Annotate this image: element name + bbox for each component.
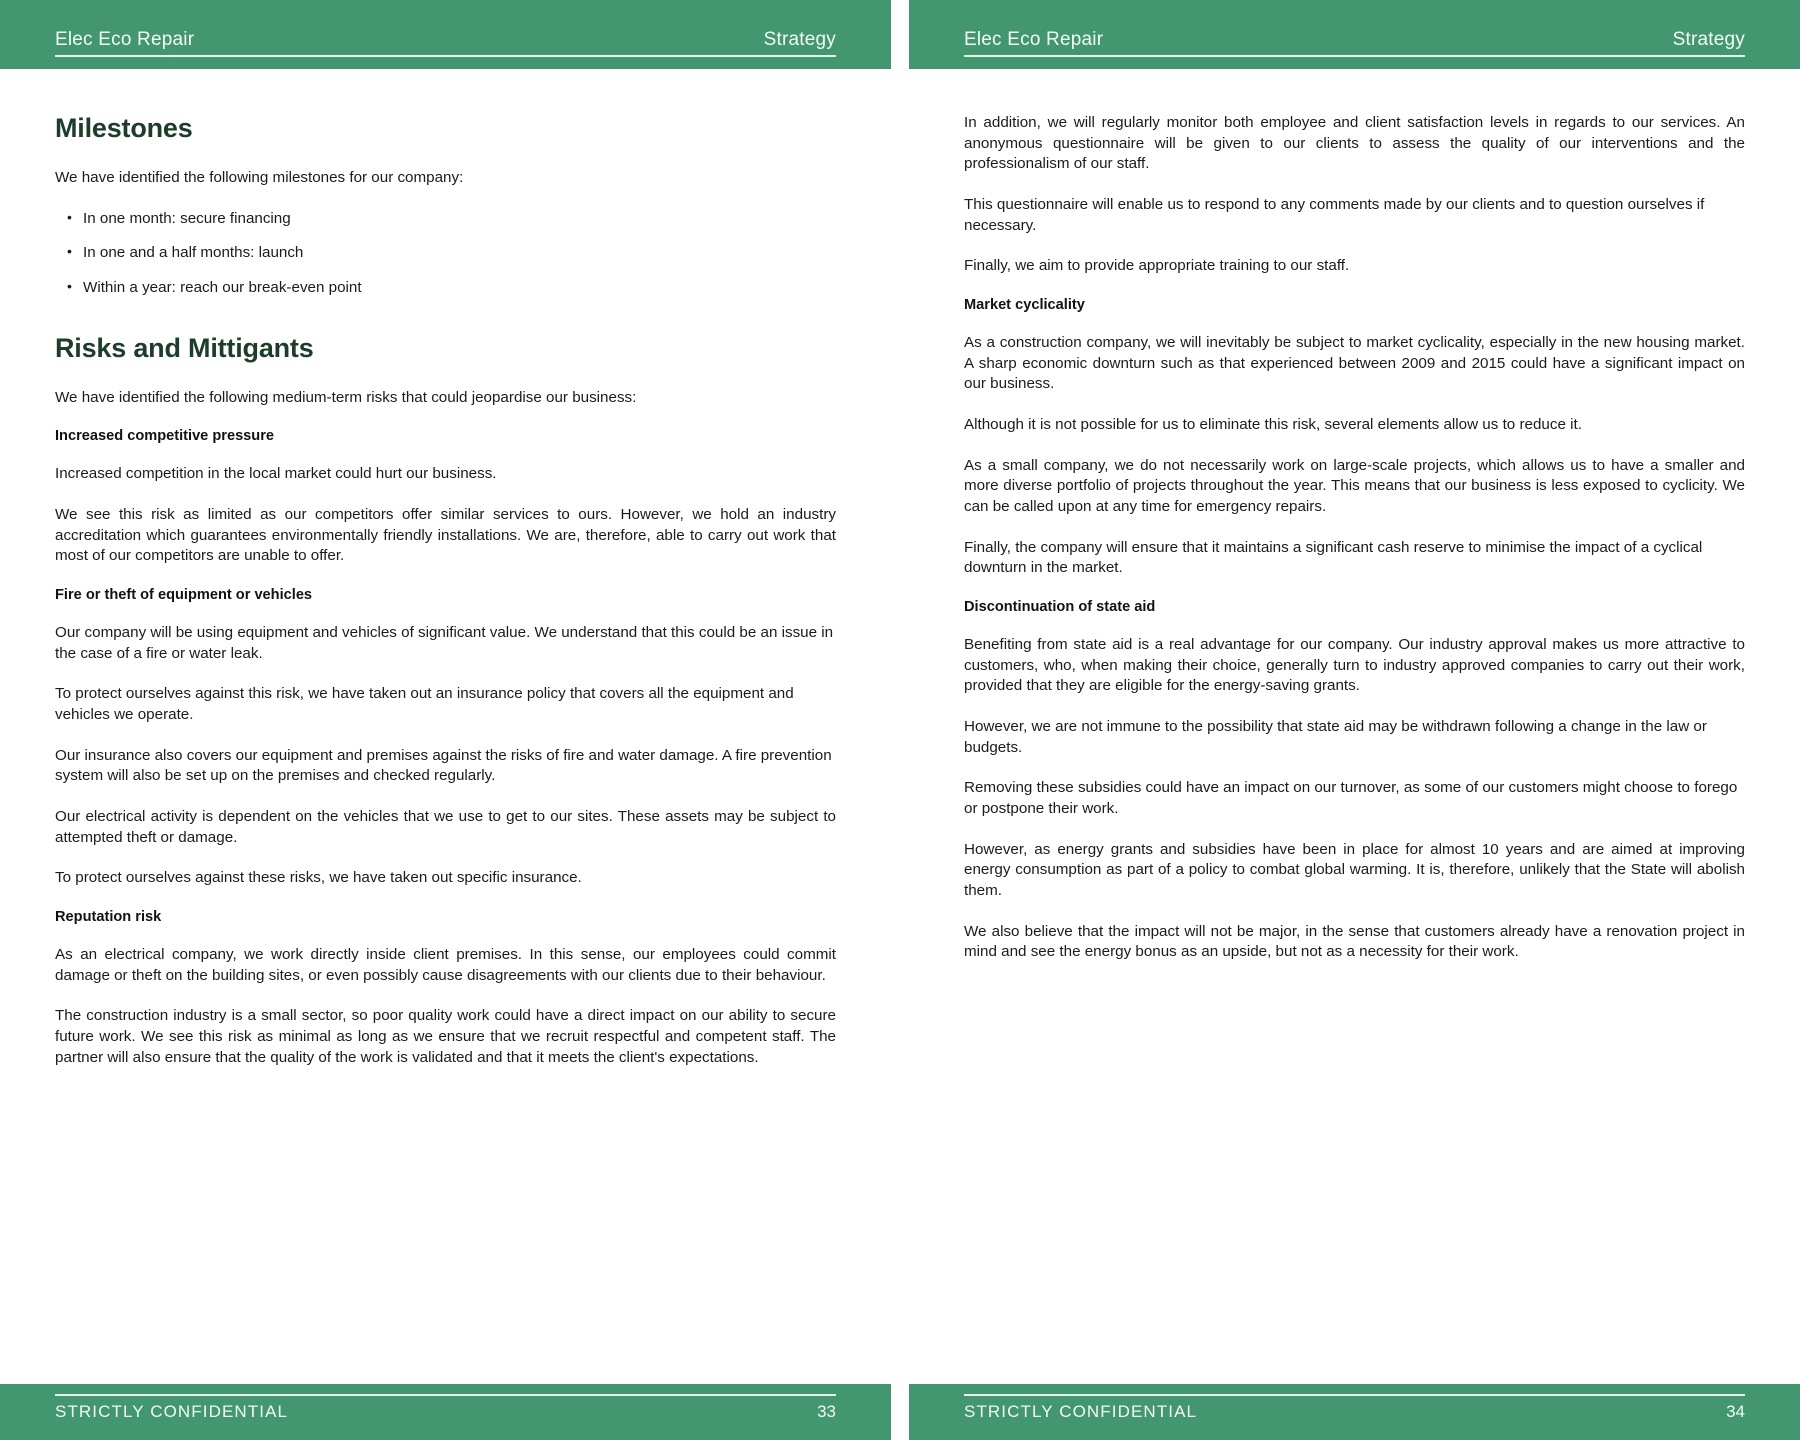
paragraph-state-aid-2: However, we are not immune to the possibility that state aid may be withdrawn following a change in the law or budgets. xyxy=(964,718,1707,756)
header-rule-right xyxy=(964,30,1745,57)
paragraph-fire-3: Our insurance also covers our equipment and premises against the risks of fire and water damage. A fire prevention system will also be set up on the premises and checked regularly. xyxy=(55,746,832,785)
footer-rule-left xyxy=(55,1394,836,1422)
page-right xyxy=(909,0,1800,1440)
paragraph-reputation-2: The construction industry is a small sector, so poor quality work could have a direct impact on our ability to secure future work. We see this risk as minimal as long as we ensure that we recruit respectful and competent staff. The partner will also ensure that the quality of the work is validated and that it meets the client's expectations. xyxy=(55,1007,836,1066)
header-rule-left xyxy=(55,30,836,57)
page-content-right xyxy=(909,69,1800,1384)
list-item: • In one and a half months: launch xyxy=(55,243,836,264)
header-section-name: Strategy xyxy=(763,29,836,51)
paragraph-fire-2: To protect ourselves against this risk, we have taken out an insurance policy that covers all the equipment and vehicles we operate. xyxy=(55,685,794,724)
footer-page-number: 33 xyxy=(817,1402,836,1421)
paragraph-questionnaire: This questionnaire will enable us to respond to any comments made by our clients and to question ourselves if necessary. xyxy=(964,196,1705,234)
footer-page-number: 34 xyxy=(1726,1402,1745,1421)
page-header-right xyxy=(909,0,1800,69)
paragraph-cyclicality-3: As a small company, we do not necessarily work on large-scale projects, which allows us to have a smaller and more diverse portfolio of projects throughout the year. This means that our business is less exposed to cyclicity. We can be called upon at any time for emergency repairs. xyxy=(964,456,1745,516)
header-section-name: Strategy xyxy=(1672,29,1745,51)
page-footer-left xyxy=(0,1384,891,1440)
paragraph-competitive-1: Increased competition in the local market could hurt our business. xyxy=(55,465,497,483)
milestones-list xyxy=(55,209,836,299)
paragraph-state-aid-4: However, as energy grants and subsidies have been in place for almost 10 years and are aimed at improving energy consumption as part of a policy to combat global warming. It is, therefore, unlikely that the State will abolish them. xyxy=(964,840,1745,900)
paragraph-cyclicality-1: As a construction company, we will inevitably be subject to market cyclicality, especially in the new housing market. A sharp economic downturn such as that experienced between 2009 and 2015 could have a significant impact on our business. xyxy=(964,334,1745,393)
list-item: • Within a year: reach our break-even point xyxy=(55,278,836,299)
subheading-increased-competitive-pressure: Increased competitive pressure xyxy=(55,428,275,445)
heading-milestones: Milestones xyxy=(55,113,193,143)
paragraph-training: Finally, we aim to provide appropriate training to our staff. xyxy=(964,257,1350,275)
page-left xyxy=(0,0,891,1440)
paragraph-fire-1: Our company will be using equipment and vehicles of significant value. We understand that this could be an issue in the case of a fire or water leak. xyxy=(55,624,834,662)
footer-confidentiality-notice: STRICTLY CONFIDENTIAL xyxy=(964,1402,1198,1421)
paragraph-monitor: In addition, we will regularly monitor both employee and client satisfaction levels in regards to our services. An anonymous questionnaire will be given to our clients to assess the quality of our interventions and the professionalism of our staff. xyxy=(964,114,1745,173)
paragraph-state-aid-1: Benefiting from state aid is a real advantage for our company. Our industry approval makes us more attractive to customers, who, when making their choice, generally turn to industry approved companies to carry out their work, provided that they are eligible for the energy-saving grants. xyxy=(964,636,1745,695)
subheading-reputation-risk: Reputation risk xyxy=(55,909,162,926)
subheading-market-cyclicality: Market cyclicality xyxy=(964,297,1085,314)
footer-rule-right xyxy=(964,1394,1745,1422)
header-company-name: Elec Eco Repair xyxy=(55,29,195,51)
subheading-fire-or-theft: Fire or theft of equipment or vehicles xyxy=(55,587,313,604)
page-footer-right xyxy=(909,1384,1800,1440)
heading-risks-and-mittigants: Risks and Mittigants xyxy=(55,332,314,363)
header-company-name: Elec Eco Repair xyxy=(964,29,1104,51)
paragraph-state-aid-5: We also believe that the impact will not be major, in the sense that customers already have a renovation project in mind and see the energy bonus as an upside, but not as a necessity for their work. xyxy=(964,922,1745,961)
page-header-left xyxy=(0,0,891,69)
paragraph-fire-4: Our electrical activity is dependent on the vehicles that we use to get to our sites. These assets may be subject to attempted theft or damage. xyxy=(55,808,836,846)
paragraph-fire-5: To protect ourselves against these risks, we have taken out specific insurance. xyxy=(55,869,582,887)
page-content-left xyxy=(0,69,891,1384)
paragraph-cyclicality-4: Finally, the company will ensure that it maintains a significant cash reserve to minimise the impact of a cyclical downturn in the market. xyxy=(964,538,1703,577)
paragraph-competitive-2: We see this risk as limited as our competitors offer similar services to ours. However, we hold an industry accreditation which guarantees environmentally friendly installations. We are, therefore, able to carry out work that most of our competitors are unable to offer. xyxy=(55,506,836,565)
paragraph-state-aid-3: Removing these subsidies could have an impact on our turnover, as some of our customers might choose to forego or postpone their work. xyxy=(964,779,1738,818)
list-item: • In one month: secure financing xyxy=(55,209,836,230)
paragraph-milestones-intro: We have identified the following milestones for our company: xyxy=(55,169,464,186)
paragraph-cyclicality-2: Although it is not possible for us to eliminate this risk, several elements allow us to reduce it. xyxy=(964,416,1582,434)
paragraph-reputation-1: As an electrical company, we work directly inside client premises. In this sense, our employees could commit damage or theft on the building sites, or even possibly cause disagreements with our clients due to their behaviour. xyxy=(55,946,836,984)
subheading-discontinuation-of-state-aid: Discontinuation of state aid xyxy=(964,599,1156,616)
paragraph-risks-intro: We have identified the following medium-term risks that could jeopardise our business: xyxy=(55,388,637,406)
footer-confidentiality-notice: STRICTLY CONFIDENTIAL xyxy=(55,1402,289,1421)
